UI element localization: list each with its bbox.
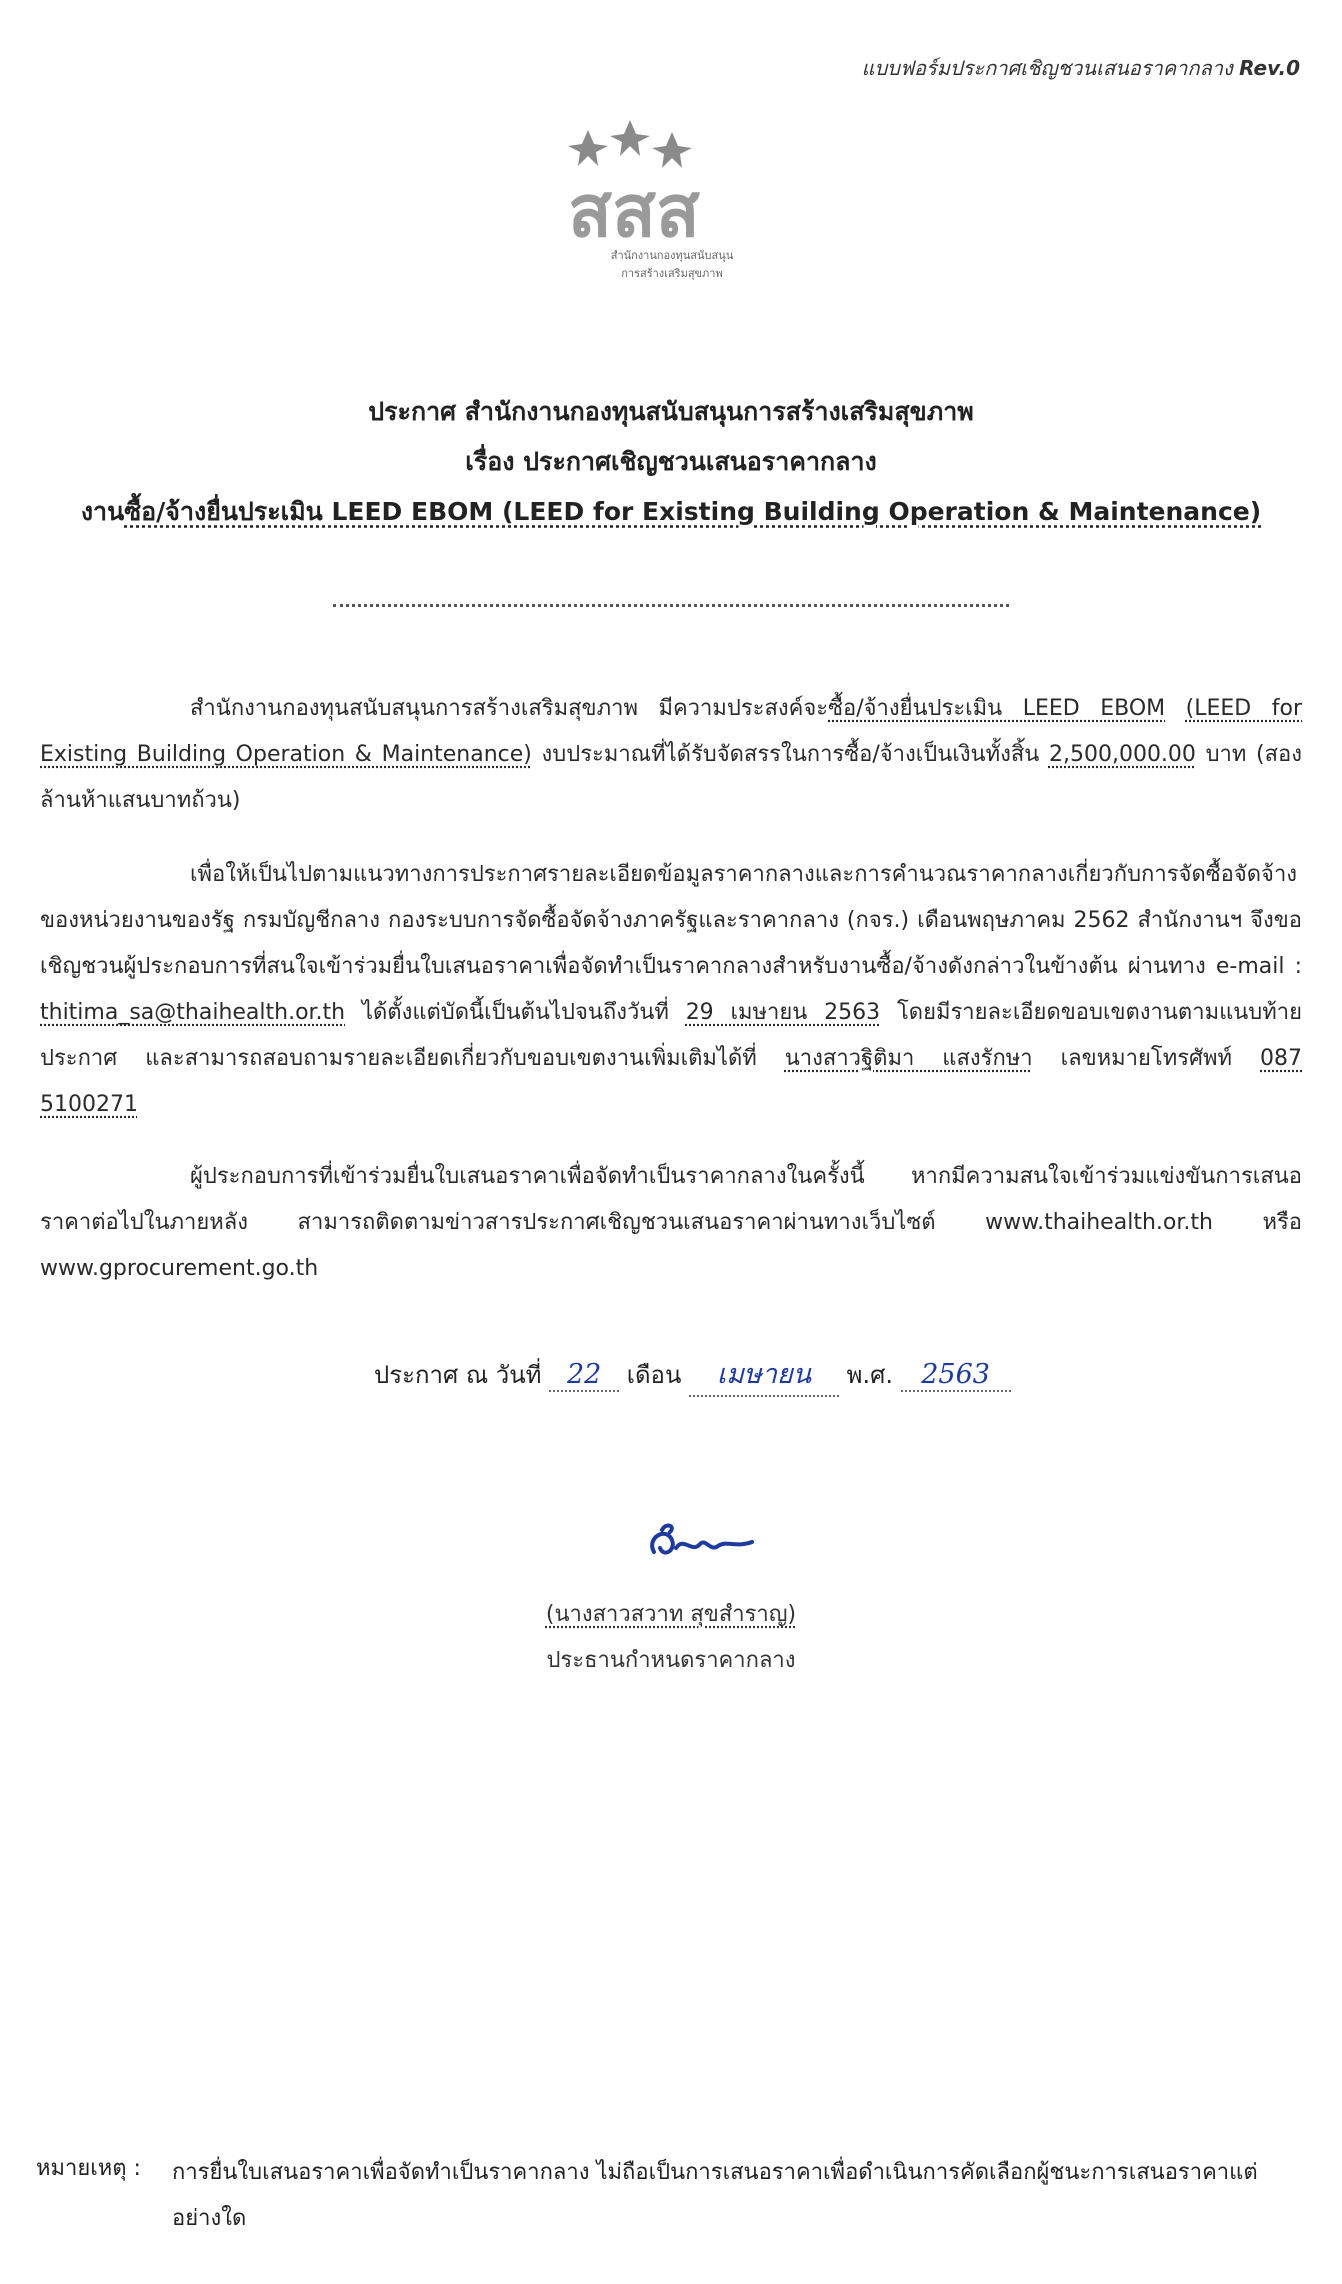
announce-date-line [374,1352,1011,1397]
p1-project-b: (LEED for Existing Building Operation & Maintenance) [40,696,1302,767]
p1-project-a: ซื้อ/จ้างยื่นประเมิน LEED EBOM [828,696,1166,721]
title-line2: เรื่อง ประกาศเชิญชวนเสนอราคากลาง [465,447,877,476]
title-line1: ประกาศ สำนักงานกองทุนสนับสนุนการสร้างเสริมสุขภาพ [368,397,974,426]
revision-label: Rev.0 [1239,56,1300,80]
p2-phone: 087 5100271 [40,1046,1302,1117]
signer-position: ประธานกำหนดราคากลาง [546,1648,796,1673]
p1-text-c: บาท (สองล้านห้าแสนบาทถ้วน) [40,742,1302,813]
p1-text-b: งบประมาณที่ได้รับจัดสรรในการซื้อ/จ้างเป็นเงินทั้งสิ้น [531,742,1040,767]
note-label: หมายเหตุ : [36,2156,141,2181]
form-revision [862,52,1300,84]
p2-deadline: 29 เมษายน 2563 [685,1000,881,1025]
title-line3 [0,492,1342,532]
announce-day: 22 [549,1359,619,1392]
title-project: ซื้อ/จ้างยื่นประเมิน LEED EBOM (LEED for Existing Building Operation & Maintenance) [124,497,1262,526]
logo-org-name [572,247,772,283]
form-name: แบบฟอร์มประกาศเชิญชวนเสนอราคากลาง [861,56,1233,80]
separator-dotted [333,604,1009,607]
announce-prefix: ประกาศ ณ วันที่ [374,1361,542,1389]
signature-mark [640,1518,760,1574]
paragraph-1 [40,686,1302,824]
announce-year: 2563 [901,1359,1011,1392]
p2-text-b: ได้ตั้งแต่บัดนี้เป็นต้นไปจนถึงวันที่ [345,1000,686,1025]
p2-email: thitima_sa@thaihealth.or.th [40,1000,346,1025]
announce-month: เมษายน [689,1352,839,1397]
p2-text-d: เลขหมายโทรศัพท์ [1032,1046,1260,1071]
paragraph-2 [40,852,1302,1128]
announce-year-label: พ.ศ. [846,1361,893,1389]
people-stars-icon [568,118,768,248]
logo-org-line1: สำนักงานกองทุนสนับสนุน [610,249,734,262]
p1-amount: 2,500,000.00 [1048,742,1196,767]
p1-text-a: สำนักงานกองทุนสนับสนุนการสร้างเสริมสุขภาพ มีความประสงค์จะ [190,696,829,721]
paragraph-3 [40,1154,1302,1292]
logo-org-line2: การสร้างเสริมสุขภาพ [621,267,723,280]
note-text: การยื่นใบเสนอราคาเพื่อจัดทำเป็นราคากลาง ไม่ถือเป็นการเสนอราคาเพื่อดำเนินการคัดเลือกผู้ชนะการเสนอราคาแต่อย่างใด [172,2160,1258,2231]
p3-text: ผู้ประกอบการที่เข้าร่วมยื่นใบเสนอราคาเพื่อจัดทำเป็นราคากลางในครั้งนี้ หากมีความสนใจเข้าร่วมแข่งขันการเสนอราคาต่อไปในภายหลัง สามารถติดตามข่าวสารประกาศเชิญชวนเสนอราคาผ่านทางเว็บไซต์ www.thaihealth.or.th หรือ www.gprocurement.go.th [40,1164,1302,1281]
logo-mark: สสส [568,169,700,248]
p2-contact-name: นางสาวฐิติมา แสงรักษา [784,1046,1033,1071]
signer-name: (นางสาวสวาท สุขสำราญ) [545,1602,797,1627]
p2-text-c: โดยมีรายละเอียดขอบเขตงานตามแนบท้ายประกาศ และสามารถสอบถามรายละเอียดเกี่ยวกับขอบเขตงานเพิ่มเติมได้ที่ [40,1000,1303,1071]
announce-month-label: เดือน [626,1361,682,1389]
title-line3-prefix: งาน [80,497,125,526]
p2-text-a: เพื่อให้เป็นไปตามแนวทางการประกาศรายละเอียดข้อมูลราคากลางและการคำนวณราคากลางเกี่ยวกับการจัดซื้อจัดจ้างของหน่วยงานของรัฐ กรมบัญชีกลาง กองระบบการจัดซื้อจัดจ้างภาครัฐและราคากลาง (กจร.) เดือนพฤษภาคม 2562 สำนักงานฯ จึงขอเชิญชวนผู้ประกอบการที่สนใจเข้าร่วมยื่นใบเสนอราคาเพื่อจัดทำเป็นราคากลางสำหรับงานซื้อ/จ้างดังกล่าวในข้างต้น ผ่านทาง e-mail : [40,862,1302,979]
